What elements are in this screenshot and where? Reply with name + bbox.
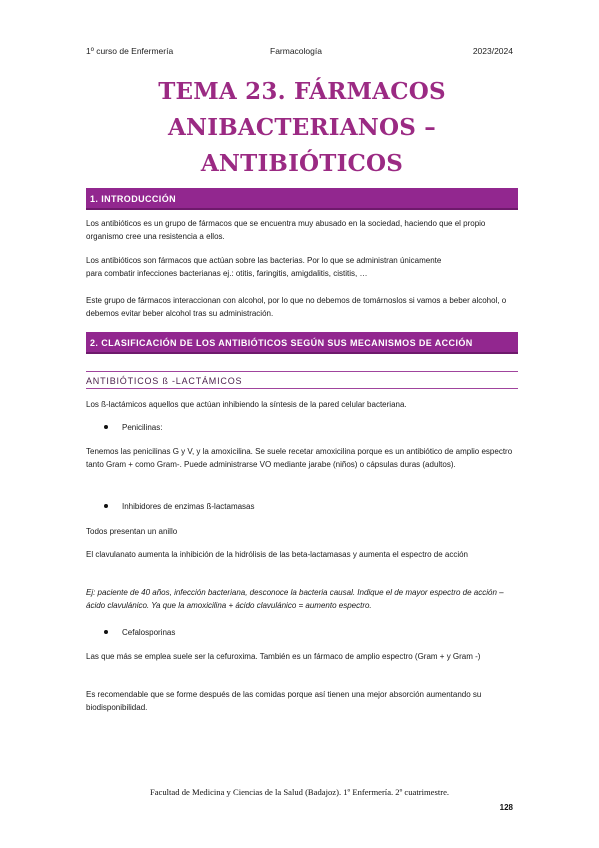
bullet-label: Inhibidores de enzimas ß-lactamasas xyxy=(122,502,255,511)
paragraph-betalactamicos: Los ß-lactámicos aquellos que actúan inhibiendo la síntesis de la pared celular bacteriana. xyxy=(86,400,407,409)
header-subject: Farmacología xyxy=(270,46,322,56)
bullet-cefalosporinas xyxy=(104,627,175,639)
paragraph-penicilinas: Tenemos las penicilinas G y V, y la amoxicilina. Se suele recetar amoxicilina porque es un antibiótico de amplio espectro tanto Gram + como Gram-. Puede administrarse VO mediante jarabe (niños) o cápsulas duras (adultos). xyxy=(86,447,513,469)
bullet-dot-icon xyxy=(104,504,108,508)
bullet-penicilinas xyxy=(104,422,162,434)
section-heading-clasificacion: 2. CLASIFICACIÓN DE LOS ANTIBIÓTICOS SEGÚN SUS MECANISMOS DE ACCIÓN xyxy=(86,332,518,354)
bullet-label: Penicilinas: xyxy=(122,423,163,432)
paragraph-intro-3: Este grupo de fármacos interaccionan con alcohol, por lo que no debemos de tomárnoslos si vamos a beber alcohol, o debemos evitar beber alcohol tras su administración. xyxy=(86,296,507,318)
paragraph-cefuroxima: Las que más se emplea suele ser la cefuroxima. También es un fármaco de amplio espectro (Gram + y Gram -) xyxy=(86,652,481,661)
paragraph-intro-1: Los antibióticos es un grupo de fármacos que se encuentra muy abusado en la sociedad, haciendo que el propio organismo cree una resistencia a ellos. xyxy=(86,219,486,241)
page-number: 128 xyxy=(499,803,513,812)
bullet-dot-icon xyxy=(104,425,108,429)
title-line-2: ANIBACTERIANOS – xyxy=(168,114,436,141)
title-line-1: TEMA 23. FÁRMACOS xyxy=(158,78,446,105)
page-footer: Facultad de Medicina y Ciencias de la Salud (Badajoz). 1º Enfermería. 2º cuatrimestre. xyxy=(149,787,450,797)
subsection-heading-betalactamicos: ANTIBIÓTICOS ß -LACTÁMICOS xyxy=(86,371,518,389)
paragraph-absorcion: Es recomendable que se forme después de las comidas porque así tienen una mejor absorción aumentando su biodisponibilidad. xyxy=(86,690,482,712)
header-year: 2023/2024 xyxy=(472,46,513,56)
header-course: 1º curso de Enfermería xyxy=(86,46,174,56)
bullet-inhibidores xyxy=(104,501,255,513)
paragraph-ejemplo: Ej: paciente de 40 años, infección bacteriana, desconoce la bacteria causal. Indique el de mayor espectro de acción – ácido clavulánico. Ya que la amoxicilina + ácido clavulánico = aumento espectro. xyxy=(86,588,504,610)
paragraph-anillo: Todos presentan un anillo xyxy=(86,527,178,536)
bullet-dot-icon xyxy=(104,630,108,634)
paragraph-intro-2a: Los antibióticos son fármacos que actúan sobre las bacterias. Por lo que se administran únicamente xyxy=(86,256,442,265)
bullet-label: Cefalosporinas xyxy=(122,628,176,637)
paragraph-clavulanato: El clavulanato aumenta la inhibición de la hidrólisis de las beta-lactamasas y aumenta el espectro de acción xyxy=(86,550,468,559)
paragraph-intro-2b: para combatir infecciones bacterianas ej.: otitis, faringitis, amigdalitis, cistitis, … xyxy=(86,269,368,278)
title-line-3: ANTIBIÓTICOS xyxy=(200,150,404,177)
page-title xyxy=(86,74,518,182)
section-heading-introduccion: 1. INTRODUCCIÓN xyxy=(86,188,518,210)
